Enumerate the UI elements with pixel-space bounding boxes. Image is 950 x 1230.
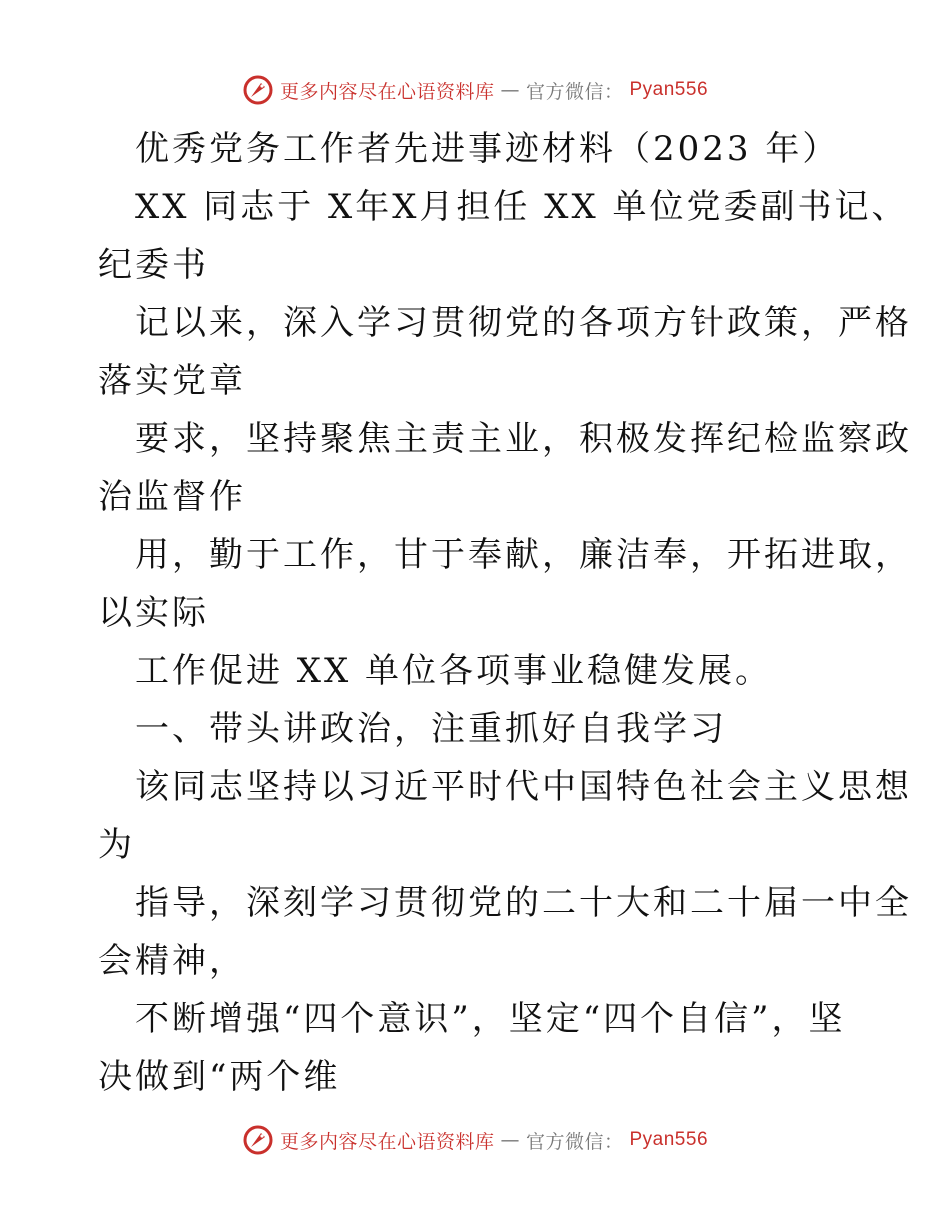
watermark-wechat-id: Pyan556 xyxy=(629,1129,709,1150)
doc-line: 该同志坚持以习近平时代中国特色社会主义思想 xyxy=(135,767,912,807)
doc-line: 记以来，深入学习贯彻党的各项方针政策，严格 xyxy=(135,303,912,343)
doc-line: 以实际 xyxy=(98,593,209,633)
watermark-wechat-label: 官方微信： xyxy=(525,1130,624,1153)
doc-line: 纪委书 xyxy=(98,245,209,285)
doc-line: 用，勤于工作，甘于奉献，廉洁奉，开拓进取， xyxy=(135,535,912,575)
watermark-separator: — xyxy=(500,79,520,101)
doc-line: 治监督作 xyxy=(98,477,246,517)
doc-line: 落实党章 xyxy=(98,361,246,401)
doc-line: XX 同志于 X年X月担任 XX 单位党委副书记、 xyxy=(135,187,909,227)
watermark-separator: — xyxy=(500,1129,520,1151)
watermark-wechat-label: 官方微信： xyxy=(525,80,624,103)
watermark-main-text: 更多内容尽在心语资料库 xyxy=(279,1130,495,1153)
doc-line: 会精神， xyxy=(98,941,246,981)
pen-nib-logo-icon xyxy=(242,1124,274,1156)
doc-line: 工作促进 XX 单位各项事业稳健发展。 xyxy=(135,651,773,691)
footer-watermark xyxy=(0,1120,950,1160)
section-heading: 一、带头讲政治，注重抓好自我学习 xyxy=(135,709,727,749)
doc-line: 要求，坚持聚焦主责主业，积极发挥纪检监察政 xyxy=(135,419,912,459)
doc-line: 不断增强“四个意识”，坚定“四个自信”，坚 xyxy=(135,999,846,1039)
watermark-wechat-id: Pyan556 xyxy=(629,79,709,100)
doc-line: 决做到“两个维 xyxy=(98,1057,341,1097)
watermark-main-text: 更多内容尽在心语资料库 xyxy=(279,80,495,103)
doc-line: 指导，深刻学习贯彻党的二十大和二十届一中全 xyxy=(135,883,912,923)
doc-line: 为 xyxy=(98,825,135,865)
pen-nib-logo-icon xyxy=(242,74,274,106)
header-watermark xyxy=(0,70,950,110)
document-body xyxy=(98,120,912,1106)
doc-title: 优秀党务工作者先进事迹材料（2023 年） xyxy=(135,129,840,169)
